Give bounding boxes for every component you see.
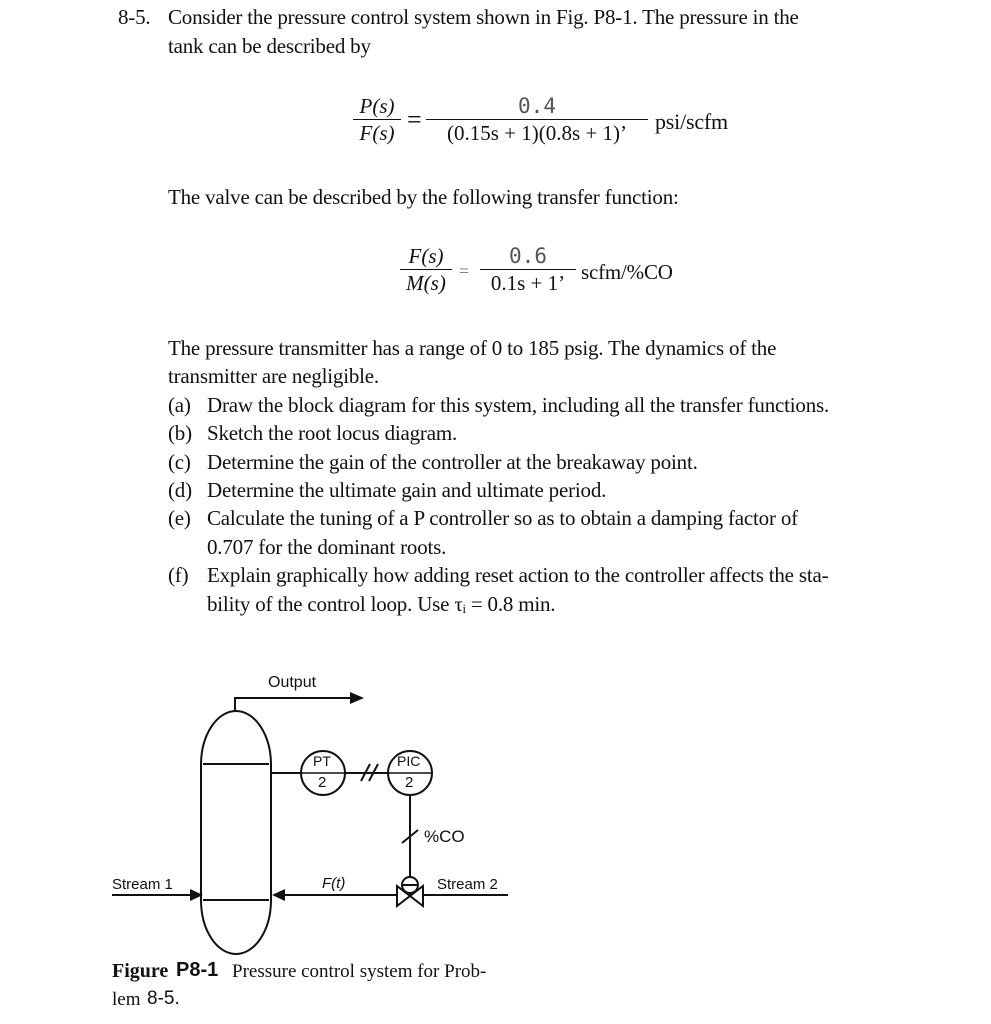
part-f-text-2: bility of the control loop. Use τᵢ = 0.8 min. xyxy=(207,592,556,616)
caption-figure-id: P8-1 xyxy=(176,959,219,981)
problem-number: 8-5. xyxy=(118,5,151,29)
stream-2-label: Stream 2 xyxy=(437,876,498,893)
flow-label: F(t) xyxy=(322,875,346,892)
pt-number: 2 xyxy=(318,774,327,791)
part-d-label: (d) xyxy=(168,478,192,502)
eq2-rhs-numerator: 0.6 xyxy=(509,244,547,268)
part-f-label: (f) xyxy=(168,563,189,587)
part-e-text-2: 0.707 for the dominant roots. xyxy=(207,535,447,559)
part-d-text: Determine the ultimate gain and ultimate period. xyxy=(207,478,607,502)
eq1-rhs-numerator: 0.4 xyxy=(518,94,556,118)
eq1-units: psi/scfm xyxy=(655,109,728,134)
part-b-label: (b) xyxy=(168,421,192,445)
part-b-text: Sketch the root locus diagram. xyxy=(207,421,458,445)
eq1-rhs-denominator: (0.15s + 1)(0.8s + 1)’ xyxy=(447,121,627,145)
control-valve xyxy=(397,886,423,906)
part-a-text: Draw the block diagram for this system, including all the transfer functions. xyxy=(207,393,830,417)
eq2-rhs-denominator: 0.1s + 1’ xyxy=(490,271,566,295)
caption-problem-ref: 8-5. xyxy=(147,988,180,1009)
eq1-lhs-denominator: F(s) xyxy=(359,121,395,145)
valve-text: The valve can be described by the following transfer function: xyxy=(168,185,679,209)
transmitter-line-2: transmitter are negligible. xyxy=(168,364,379,388)
tank-vessel xyxy=(201,711,271,954)
intro-line-2: tank can be described by xyxy=(168,34,371,58)
eq2-units: scfm/%CO xyxy=(581,260,673,284)
pt-label: PT xyxy=(313,753,331,769)
intro-line-1: Consider the pressure control system shown in Fig. P8-1. The pressure in the xyxy=(168,5,799,29)
caption-figure-word: Figure xyxy=(112,960,169,982)
output-line xyxy=(235,698,352,712)
eq2-equals: = xyxy=(459,261,469,281)
part-f-text-1: Explain graphically how adding reset action to the controller affects the sta- xyxy=(207,563,829,587)
feed-arrow xyxy=(272,889,285,901)
pic-number: 2 xyxy=(405,774,414,791)
eq1-equals: = xyxy=(407,105,422,134)
part-e-label: (e) xyxy=(168,506,191,530)
part-e-text-1: Calculate the tuning of a P controller so as to obtain a damping factor of xyxy=(207,506,798,530)
part-c-text: Determine the gain of the controller at the breakaway point. xyxy=(207,450,698,474)
co-label: %CO xyxy=(424,827,465,846)
part-c-label: (c) xyxy=(168,450,191,474)
eq2-lhs-numerator: F(s) xyxy=(408,244,444,268)
pic-label: PIC xyxy=(397,753,421,769)
stream-1-label: Stream 1 xyxy=(112,876,173,893)
caption-text-1: Pressure control system for Prob- xyxy=(232,961,487,982)
transmitter-line-1: The pressure transmitter has a range of 0 to 185 psig. The dynamics of the xyxy=(168,336,777,360)
caption-text-2: lem xyxy=(112,989,141,1010)
output-arrow xyxy=(350,692,364,704)
eq1-lhs-numerator: P(s) xyxy=(359,94,395,118)
part-a-label: (a) xyxy=(168,393,191,417)
output-label: Output xyxy=(268,674,317,691)
eq2-lhs-denominator: M(s) xyxy=(406,271,446,295)
